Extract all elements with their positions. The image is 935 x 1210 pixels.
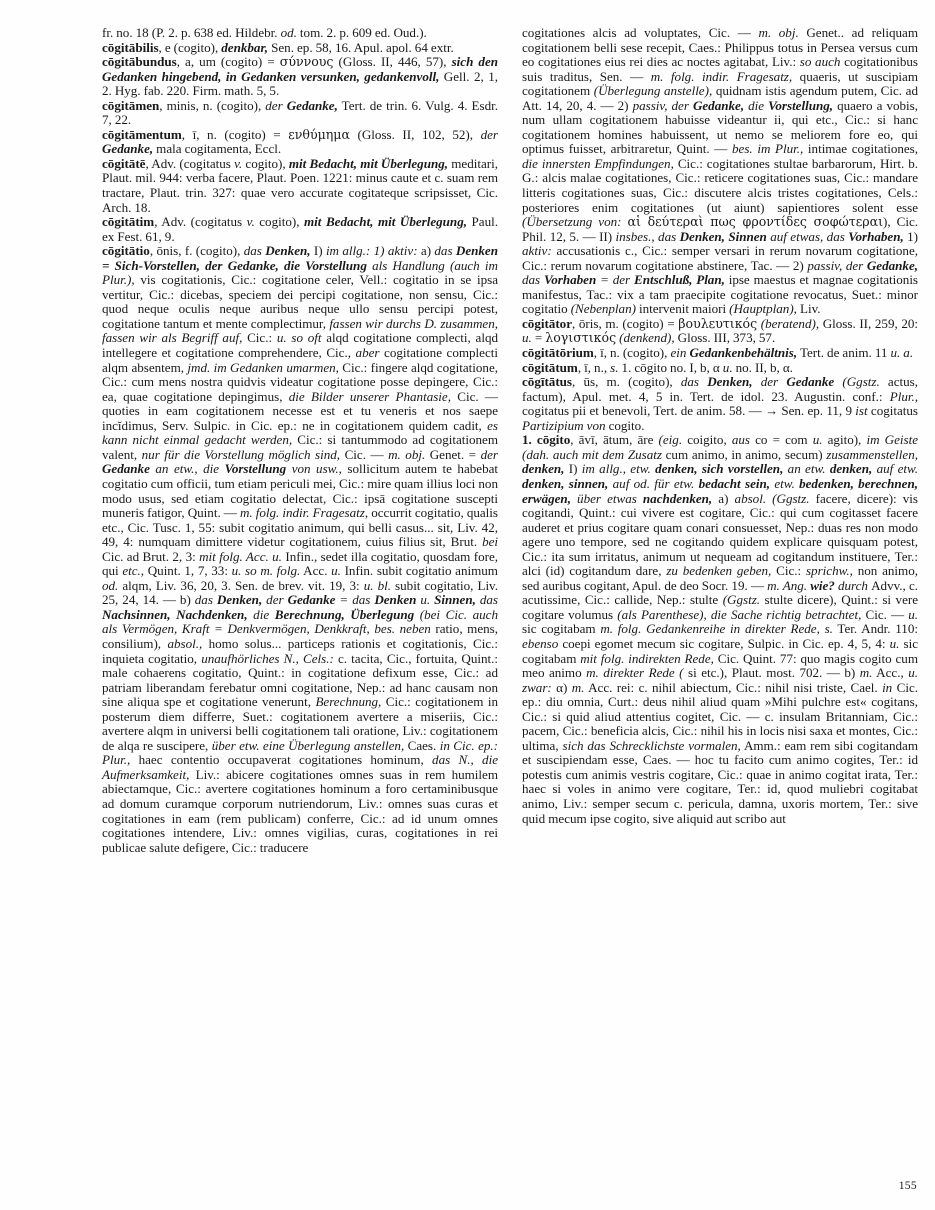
two-column-text-body [102, 26, 918, 1156]
dictionary-entry [522, 346, 918, 361]
grammar-note: m. folg. Gedankenreihe in direkter Rede, s. [600, 621, 833, 637]
grammar-note: das [522, 272, 544, 288]
grammar-note: s. [610, 359, 619, 375]
latin-citation-text: facere, dicere): vis cogitandi, Quint.: cui vivere est cogitare, Cic.: qui cum cogitasset facere auderet et prius cogitare quam conari consuesset, Nep.: duas res non modo agere uno tempore, sed ne cogitando quidem explicare quisquam potest, Cic.: ita sum irritatus, animum ut nequeam ad cogitandum instituere, Ter.: alci (id) cogitandum dare, [522, 490, 918, 579]
grammar-note: insbes., das [615, 228, 680, 244]
dictionary-entry [102, 215, 498, 244]
latin-citation-text: Quint. 1, 7, 33: [144, 563, 232, 579]
latin-citation-text: Tert. de anim. 11 [797, 345, 891, 361]
entry-headword: 1. cōgito [522, 432, 571, 448]
grammar-note: m. obj. [388, 446, 426, 462]
grammar-note: m. folg. indir. Fragesatz, [239, 505, 369, 521]
latin-citation-text: haec contentio occupaverat cogitationes hominum, [130, 752, 433, 768]
german-gloss: Denken, Sinnen [679, 228, 767, 244]
grammar-note: im allg.: 1) aktiv: [325, 243, 418, 259]
grammar-note: Berechnung, [315, 694, 382, 710]
entry-headword: cōgitātim [102, 214, 155, 230]
latin-citation-text: , ī, n., [577, 359, 611, 375]
latin-citation-text: subit cogitatio, Liv. 25, 24, 14. — b) [102, 577, 498, 608]
latin-citation-text: ipse maestus et magnae cogitationis manifestus, Tac.: vix a tam praecipite cogitatione revocatus, Suet.: minor cogitatio [522, 272, 919, 317]
grammar-note: die Bilder unserer Phantasie, [288, 388, 451, 404]
grammar-note: der [480, 126, 499, 142]
german-gloss: wie? [810, 577, 835, 593]
grammar-note: v. [246, 214, 255, 230]
entry-headword: cōgitābilis [102, 39, 159, 55]
latin-citation-text: Genet.. ad reliquam cogitationem belli sese recepit, Caes.: Philippus totus in Persea versus cum eo cogitationes eius rei dies ac noctes agitabat, Liv.: [522, 25, 919, 70]
latin-citation-text: quaeris, ut suscipiam cogitationem [522, 68, 918, 99]
grammar-note: das [243, 243, 266, 259]
greek-text: βουλευτικός [678, 315, 758, 331]
grammar-note: nur für die Vorstellung möglich sind, [141, 446, 341, 462]
german-gloss: Denken, [707, 374, 753, 390]
latin-citation-text: Cic. ep.: diu omnia, Curt.: deus nihil aliud quam »Mihi pulchre est« cogitans, Cic.: si quid aliud attentius cogitet, Cic. — c. insulam Britanniam, Cic.: pacem, Cic.: beneficia alcis, Cic.: nihil his in locis nisi saxa et montes, Cic.: ultima, [522, 679, 918, 753]
latin-citation-text: I) [310, 243, 326, 259]
grammar-note: über etw. eine Überlegung anstellen, [211, 737, 405, 753]
grammar-note: das N., die Aufmerksamkeit, [102, 752, 498, 782]
grammar-note: (Ggstz. [722, 592, 761, 608]
grammar-note: u. [331, 563, 341, 579]
grammar-note: sich das Schrecklichste vormalen, [562, 737, 741, 753]
german-gloss: bedenken, berechnen, erwägen, [522, 475, 918, 506]
latin-citation-text: no. II, b, α. [732, 359, 793, 375]
grammar-note: im allg., etw. [581, 461, 656, 477]
latin-citation-text: quaero a vobis, num ullam cogitationem habuisse videantur ii, qui etc., Cic.: si hanc cogitationem homines habuissent, ut nemo se meliorem fore eo, qui optimus fuisset, arbitraretur, Quint. — [522, 97, 918, 157]
latin-citation-text: Cic.: si tantummodo ad cogitationem valent, [102, 432, 499, 462]
latin-citation-text: cogitatione complecti alqm absentem, [102, 345, 498, 375]
latin-citation-text: , Adv. (cogitatus [154, 214, 247, 230]
grammar-note: u. [416, 592, 435, 608]
latin-citation-text: Ter. Andr. 110: [832, 621, 918, 637]
dictionary-entry [102, 244, 498, 855]
german-gloss: mit Bedacht, mit Überlegung, [288, 155, 449, 171]
grammar-note: u. so m. folg. [231, 563, 301, 579]
grammar-note: das [680, 374, 708, 390]
german-gloss: Denken, [216, 592, 263, 608]
grammar-note: = das [335, 592, 375, 608]
grammar-note: unaufhörliches N., Cels.: [201, 650, 334, 666]
german-gloss: Sinnen, [434, 592, 476, 608]
german-gloss: denken, [522, 461, 565, 477]
greek-text: σύννους [279, 54, 334, 70]
latin-citation-text: , ōris, m. (cogito) = [572, 315, 679, 331]
grammar-note: passiv, der [632, 97, 693, 113]
dictionary-entry [522, 433, 918, 826]
dictionary-entry [102, 55, 498, 99]
greek-text: λογιστικός [545, 330, 617, 346]
grammar-note: ebenso [522, 635, 559, 651]
dictionary-entry [522, 361, 918, 376]
latin-citation-text: , e (cogito), [158, 39, 222, 55]
grammar-note: der [265, 97, 287, 113]
grammar-note: = der [596, 272, 634, 288]
german-gloss: Vorstellung, [768, 97, 834, 113]
latin-citation-text: fr. no. 18 (P. 2. p. 638 ed. Hildebr. [102, 25, 281, 40]
latin-citation-text: Genet. = [425, 446, 481, 462]
entry-headword: cōgitāmen [102, 97, 160, 113]
latin-citation-text: accusationis c., Cic.: semper versari in rerum novarum cogitatione, Cic.: rerum novarum cogitatione abstinere, Tac. — 2) [522, 243, 918, 273]
grammar-note: an etw., die [149, 461, 225, 477]
grammar-note: u. [908, 606, 918, 622]
grammar-note: jmd. im Gedanken umarmen, [187, 359, 339, 375]
dictionary-entry [522, 375, 918, 433]
grammar-note: auf od. für etw. [608, 475, 699, 491]
latin-citation-text: ), Cic. Phil. 12, 5. — II) [522, 214, 918, 244]
entry-headword: cōgītātus [522, 374, 573, 390]
dictionary-entry [102, 157, 498, 215]
latin-citation-text: , minis, n. (cogito), [159, 97, 266, 113]
entry-continuation [102, 26, 498, 41]
latin-citation-text: a) [712, 490, 735, 506]
latin-citation-text: alqd cogitatione complecti, alqd intellegere et cogitatione comprehendere, Cic., [102, 330, 499, 361]
latin-citation-text: , ūs, m. (cogito), [572, 374, 681, 390]
german-gloss: Denken [374, 592, 417, 608]
latin-citation-text: Acc., [872, 665, 909, 681]
grammar-note: u. so oft [276, 330, 322, 346]
grammar-note: der [262, 592, 288, 608]
latin-citation-text: Gloss. II, 259, 20: [819, 315, 919, 331]
latin-citation-text: Sen. ep. 58, 16. Apul. apol. 64 extr. [268, 39, 454, 55]
grammar-note: (Übersetzung von: [522, 214, 622, 230]
latin-citation-text: cogitationibus suis traditus, Sen. — [522, 54, 919, 84]
latin-citation-text: cogito), [242, 155, 289, 171]
grammar-note: es kann nicht einmal gedacht werden, [102, 417, 498, 448]
latin-citation-text: sic cogitabam [522, 621, 601, 637]
latin-citation-text: Advv., c. acutissime, Cic.: callide, Nep.: stulte [522, 577, 918, 608]
latin-citation-text: Cic.: [771, 563, 806, 579]
latin-citation-text: Amm.: eam rem sibi cogitandam et suscipiendam esse, Caes. — hoc tu facito cum animo cogites, Ter.: id potestis cum animis vestris cogitare, Cic.: quae in animo cogitat irata, Ter.: haec si voles in animo vere cogitare, Ter.: id, quod muliebri cogitabat animo, Liv.: semper secum c. pericula, damna, uxoris mortem, Ter.: sive quid mecum ipse cogito, sive aliquid aut scribo aut [522, 737, 918, 826]
german-gloss: Nachsinnen, Nachdenken, [102, 606, 248, 622]
grammar-note: (als Parenthese), die Sache richtig betrachtet, [617, 606, 862, 622]
grammar-note: aber [355, 345, 380, 361]
latin-citation-text: non animo, sed auribus cogitant, Apul. de deo Socr. 19. — [522, 563, 918, 593]
grammar-note: (eig. [658, 432, 688, 448]
german-gloss: mit Bedacht, mit Überlegung, [304, 214, 467, 230]
latin-citation-text: , ōnis, f. (cogito), [149, 243, 244, 259]
grammar-note: (denkend), [616, 330, 675, 346]
grammar-note: (Hauptplan), [729, 301, 797, 317]
grammar-note: u. bl. [363, 577, 391, 593]
latin-citation-text: Infin., sedet illa cogitatio, quosdam fore, qui [102, 548, 498, 579]
latin-citation-text: α) [551, 679, 572, 695]
dictionary-entry [102, 99, 498, 128]
entry-continuation [522, 26, 918, 317]
grammar-note: (beratend), [757, 315, 820, 331]
grammar-note: von usw., [286, 461, 342, 477]
left-text-column [102, 26, 498, 855]
grammar-note: ein [670, 345, 690, 361]
grammar-note: aktiv: [522, 243, 552, 259]
grammar-note: zu bedenken geben, [666, 563, 772, 579]
dictionary-entry [102, 41, 498, 56]
grammar-note: die innersten Empfindungen, [522, 155, 674, 171]
grammar-note: m. folg. indir. Fragesatz, [650, 68, 793, 84]
german-gloss: denken, [829, 461, 873, 477]
grammar-note: m. Ang. [767, 577, 811, 593]
german-gloss: Vorhaben [543, 272, 597, 288]
german-gloss: Denken = Sich-Vorstellen, der Gedanke, die Vorstellung [102, 243, 498, 273]
grammar-note: passiv, der [807, 257, 867, 273]
german-gloss: Gedanke, [866, 257, 918, 273]
latin-citation-text: Acc. [300, 563, 332, 579]
german-gloss: Gedanke [786, 374, 835, 390]
greek-text: αἱ δεύτεραὶ πως φροντίδες σοφώτεραι [627, 214, 884, 230]
latin-citation-text: I) [564, 461, 582, 477]
grammar-note: od. [280, 25, 297, 40]
german-gloss: Gedanke [287, 592, 336, 608]
latin-citation-text: a) [417, 243, 435, 259]
grammar-note: absol. (Ggstz. [734, 490, 810, 506]
latin-citation-text: Cic.: cogitationem in posterum diem differre, Suet.: cogitationem avertere a miseriis, Cic.: avertere alqm in universi belli cogitationem tali oratione, Liv.: cogitationem de alqa re suscipere, [102, 694, 499, 753]
latin-citation-text: , ī, n. (cogito), [593, 345, 671, 361]
latin-citation-text: 1) [903, 228, 918, 244]
grammar-note: m. [859, 665, 873, 681]
german-gloss: denkbar, [221, 39, 269, 55]
latin-citation-text: si etc.), Plaut. most. 702. — b) [683, 665, 860, 681]
latin-citation-text: , āvī, ātum, āre [570, 432, 659, 448]
grammar-note: der [752, 374, 787, 390]
grammar-note: das [475, 592, 498, 608]
latin-citation-text: Cic. — [861, 606, 909, 622]
grammar-note: absol., [167, 635, 203, 651]
german-gloss: Denken, [265, 243, 311, 259]
latin-citation-text: Cic. ad Brut. 2, 3: [102, 548, 200, 564]
grammar-note: bei [482, 534, 498, 550]
grammar-note: u. [722, 359, 733, 375]
greek-text: ενθύμημα [288, 126, 350, 142]
grammar-note: etw. [770, 475, 800, 491]
latin-citation-text: , Adv. (cogitatus [145, 155, 235, 171]
latin-citation-text: Cic.: fingere alqd cogitatione, Cic.: cum mens nostra quidvis videatur cogitatione posse depingere, Cic.: ea, quae cogitatione depingimus, [102, 359, 498, 404]
right-text-column [522, 26, 918, 826]
german-gloss: denken, sich vorstellen, [655, 461, 784, 477]
latin-citation-text: cogitatus [867, 403, 918, 419]
latin-citation-text: (Gloss. II, 102, 52), [349, 126, 481, 142]
latin-citation-text: 1. cōgito no. I, b, α [618, 359, 723, 375]
latin-citation-text: vis cogitationis, Cic.: cogitatione celer, Vell.: cogitatio in se ipsa vertitur, Cic.: dicebas, speciem dei percipi cogitatione, non sensu, Cic.: quod neque oculis neque auribus neque ullo sensu percipi potest, cogitatione tantum et mente complectimur, [102, 272, 498, 331]
grammar-note: aus [731, 432, 756, 448]
grammar-note: über etwas [570, 490, 643, 506]
grammar-note: (bei Cic. auch als Vermögen, Kraft = Denkvermögen, Denkkraft, bes. neben [102, 606, 498, 637]
grammar-note: sprichw., [805, 563, 853, 579]
latin-citation-text: coepi egomet mecum sic cogitare, Sulpic. in Cic. ep. 4, 5, 4: [558, 635, 890, 651]
latin-citation-text: cogitatus pii et benevoli, Tert. de anim. 58. — → Sen. ep. 11, 9 [522, 403, 856, 419]
grammar-note: od. [102, 577, 119, 593]
german-gloss: Gedankenbehältnis, [689, 345, 798, 361]
latin-citation-text: c. tacita, Cic., fortuita, Quint.: male cohaerens cogitatio, Quint.: in cogitatione defixum esse, Cic.: ad patriam liberandam ferebatur omni cogitatione, Nep.: ad hanc causam non sine aliqua spe et cogitatione venerunt, [102, 650, 498, 710]
latin-citation-text: Infin. subit cogitatio animum [340, 563, 498, 579]
dictionary-entry [522, 317, 918, 346]
grammar-note: m. [571, 679, 585, 695]
latin-citation-text: Paul. ex Fest. 61, 9. [102, 214, 498, 244]
grammar-note: etc., [122, 563, 145, 579]
latin-citation-text: tom. 2. p. 609 ed. Oud.). [296, 25, 427, 40]
latin-citation-text: = [531, 330, 546, 346]
latin-citation-text: sollicitum autem te habebat cogitatio cum officii, tum etiam periculi mei, Cic.: mire quam illius loci non modo usus, sed etiam cogitatio delectat, Cic.: ipsā cogitatione suscepti muneris fatigor, Quint. — [102, 461, 498, 521]
latin-citation-text: Cic.: [242, 330, 277, 346]
grammar-note: in [882, 679, 893, 695]
entry-headword: cōgitābundus [102, 54, 177, 70]
german-gloss: Gedanke, [692, 97, 745, 113]
entry-headword: cōgitātor [522, 315, 572, 331]
latin-citation-text: co = com [755, 432, 813, 448]
german-gloss: Entschluß, Plan, [633, 272, 725, 288]
grammar-note: u. zwar: [522, 665, 918, 695]
latin-citation-text: Caes. [404, 737, 440, 753]
entry-headword: cōgitātum [522, 359, 578, 375]
latin-citation-text: cogitationes alcis ad voluptates, Cic. — [522, 25, 759, 40]
latin-citation-text: ratio, mens, consilium), [102, 621, 498, 651]
german-gloss: Gedanke [102, 461, 150, 477]
latin-citation-text: cogito. [605, 417, 645, 433]
german-gloss: denken, sinnen, [522, 475, 609, 491]
german-gloss: Vorstellung [224, 461, 287, 477]
grammar-note: Partizipium von [522, 417, 606, 433]
latin-citation-text: stulte dicere), Quint.: si vere cogitare volumus [522, 592, 918, 622]
latin-citation-text: meditari, Plaut. mil. 944: verba facere, Plaut. Poen. 1221: minus caute et c. suam rem tractare, Plaut. trin. 327: quae vero accurate cogitateque scripsisset, Cic. Arch. 18. [102, 155, 498, 215]
grammar-note: das [194, 592, 217, 608]
entry-headword: cōgitātōrium [522, 345, 594, 361]
latin-citation-text: intimae cogitationes, [803, 141, 918, 157]
grammar-note: bes. im Plur., [732, 141, 804, 157]
latin-citation-text: actus, factum), Apul. met. 4, 5 in. Tert. de idol. 23. Augustin. conf.: [522, 374, 918, 404]
latin-citation-text: Cic. — quoties in eam cogitationem necesse est et tu veneris et nos saepe incĭdimus, Serv. Sulpic. in Cic. ep.: ne in cogitationem quidem cadit, [102, 388, 498, 433]
latin-citation-text: , a, um (cogito) = [176, 54, 280, 70]
grammar-note: (Ggstz. [834, 374, 880, 390]
entry-headword: cōgitātē [102, 155, 146, 171]
grammar-note: u. [812, 432, 828, 448]
latin-citation-text: homo solus... particeps rationis et cogitationis, Cic.: inquieta cogitatio, [102, 635, 498, 666]
grammar-note: auf etw. [872, 461, 918, 477]
latin-citation-text: Cic.: cogitationes stultae barbarorum, Hirt. b. G.: alcis malae cogitationes, Cic.: reticere cogitationes suas, Cic.: mandare litteris cogitationes suas, Cic.: discutere alcis tristes cogitationes, Cels.: posteriores enim cogitationes (ut aiunt) sapientiores solent esse [522, 155, 918, 215]
grammar-note: zusammenstellen, [826, 446, 918, 462]
grammar-note: die [744, 97, 769, 113]
entry-headword: cōgitātio [102, 243, 150, 259]
grammar-note: mit folg. Acc. u. [199, 548, 282, 564]
page-number: 155 [898, 1179, 917, 1192]
grammar-note: (Überlegung anstelle), [593, 83, 713, 99]
latin-citation-text: agito), [827, 432, 867, 448]
grammar-note: so auch [799, 54, 841, 70]
grammar-note: durch [834, 577, 872, 593]
latin-citation-text: cogito), [254, 214, 305, 230]
grammar-note: in Cic. ep.: Plur., [102, 737, 499, 768]
entry-headword: cōgitāmentum [102, 126, 182, 142]
german-gloss: Vorhaben, [848, 228, 904, 244]
grammar-note: als Handlung (auch im Plur.), [102, 257, 498, 288]
latin-citation-text: Liv.: abicere cogitationes omnes suas in rem humilem abiectamque, Cic.: avertere cogitationes hominum a foro certaminibusque ad domum curamque corporum nutriendorum, Liv.: omnes suas curas et cogitationes in eam (rem publicam) conferre, Cic.: ad id unum omnes cogitationes intendere, Liv.: omnes vigilias, curas, cogitationes in rei publicae salute defigere, Cic.: traducere [102, 766, 498, 855]
german-gloss: sich den Gedanken hingebend, in Gedanken versunken, gedankenvoll, [102, 54, 498, 84]
grammar-note: m. direkter Rede ( [586, 665, 684, 681]
grammar-note: Plur., [889, 388, 918, 404]
latin-citation-text: alqm, Liv. 36, 20, 3. Sen. de brev. vit. 19, 3: [118, 577, 364, 593]
dictionary-entry [102, 128, 498, 157]
grammar-note: v. [234, 155, 243, 171]
german-gloss: bedacht sein, [698, 475, 771, 491]
grammar-note: mit folg. indirekten Rede, [580, 650, 714, 666]
latin-citation-text: Tert. de trin. 6. Vulg. 4. Esdr. 7, 22. [102, 97, 498, 128]
grammar-note: an etw. [783, 461, 830, 477]
latin-citation-text: intervenit maiori [635, 301, 730, 317]
german-gloss: Gedanke, [286, 97, 338, 113]
latin-citation-text: occurrit cogitatio, qualis etc., Cic. Tusc. 1, 55: subit cogitatio animum, qui belli casus... sit, Liv. 42, 49, 4: numquam dimittere videtur cogitationem, cuius filius sit, Brut. [102, 505, 498, 550]
latin-citation-text: sic cogitabam [522, 635, 918, 666]
grammar-note: die [247, 606, 275, 622]
latin-citation-text: coigito, [687, 432, 732, 448]
latin-citation-text: mala cogitamenta, Eccl. [153, 141, 282, 157]
grammar-note: fassen wir durchs D. zusammen, fassen wir als Begriff auf, [102, 315, 498, 346]
german-gloss: Gedanke, [102, 141, 154, 157]
latin-citation-text: Gloss. III, 373, 57. [674, 330, 776, 346]
grammar-note: u. [889, 635, 900, 651]
grammar-note: u. [522, 330, 532, 346]
latin-citation-text: cum animo, in animo, secum) [665, 446, 827, 462]
latin-citation-text: Liv. [796, 301, 821, 317]
grammar-note: m. obj. [758, 25, 799, 40]
grammar-note: u. a. [890, 345, 914, 361]
latin-citation-text: quidnam istis agendum putem, Cic. ad Att. 14, 20, 4. — 2) [522, 83, 918, 113]
grammar-note: ist [855, 403, 868, 419]
grammar-note: (Nebenplan) [570, 301, 636, 317]
latin-citation-text: (Gloss. II, 446, 57), [333, 54, 452, 70]
german-gloss: nachdenken, [642, 490, 713, 506]
latin-citation-text: Gell. 2, 1, 2. Hyg. fab. 220. Firm. math. 5, 5. [102, 68, 498, 99]
latin-citation-text: Cic. — [340, 446, 389, 462]
german-gloss: Berechnung, Überlegung [274, 606, 415, 622]
latin-citation-text: Acc. rei: c. nihil abiectum, Cic.: nihil nisi triste, Cael. [584, 679, 883, 695]
latin-citation-text: , ī, n. (cogito) = [181, 126, 289, 142]
grammar-note: der [480, 446, 498, 462]
grammar-note: auf etwas, das [766, 228, 849, 244]
grammar-note: im Geiste (dah. auch mit dem Zusatz [522, 432, 918, 462]
grammar-note: das [434, 243, 456, 259]
latin-citation-text: Cic. Quint. 77: quo magis cogito cum meo animo [522, 650, 918, 681]
